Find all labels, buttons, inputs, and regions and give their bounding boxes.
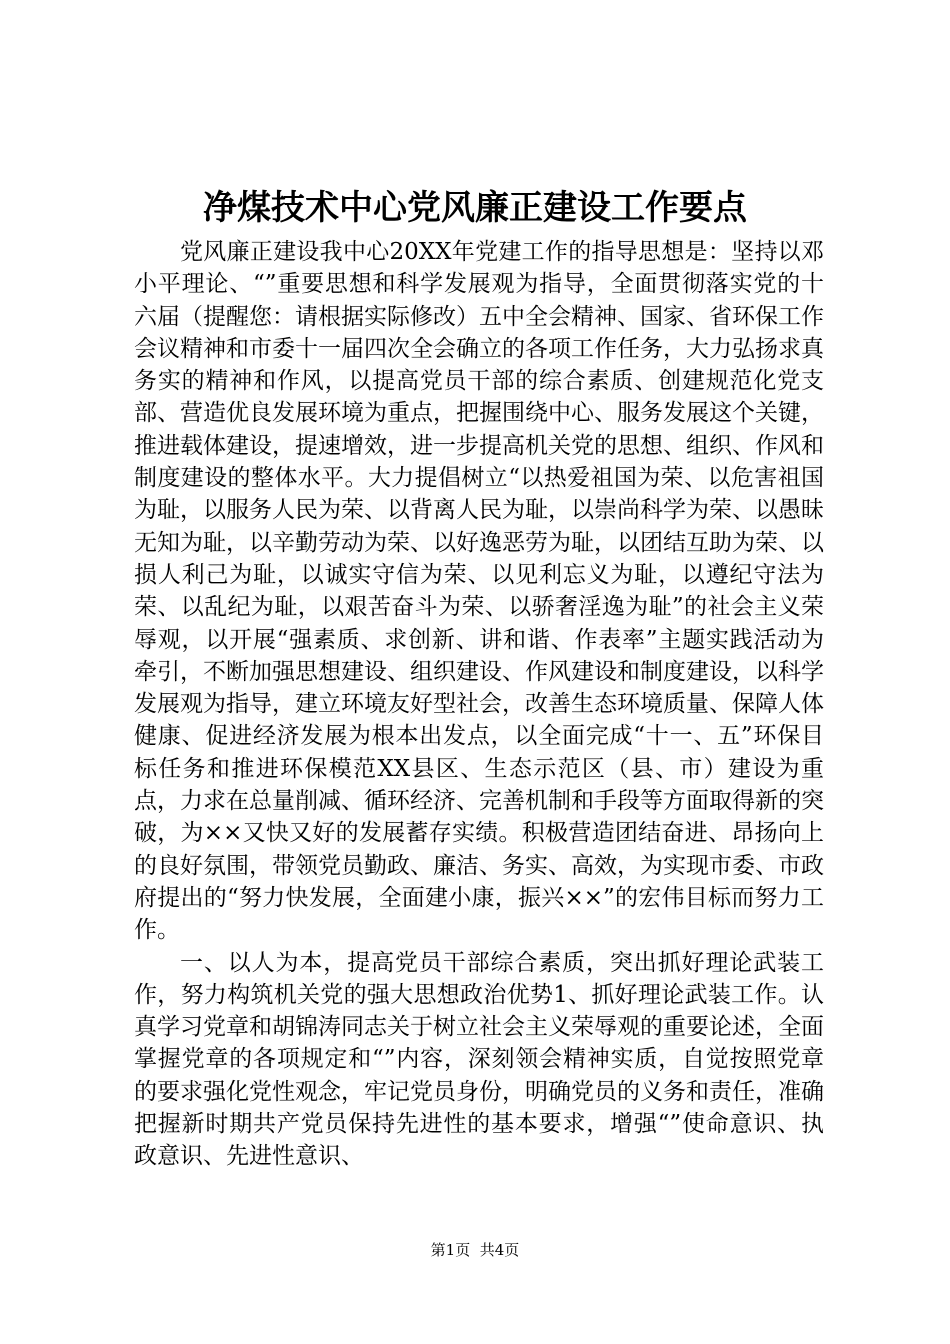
page-footer xyxy=(0,1240,950,1260)
page-total: 共4页 xyxy=(479,1241,520,1259)
body-paragraph: 党风廉正建设我中心20XX年党建工作的指导思想是：坚持以邓小平理论、“”重要思想和科学发展观为指导，全面贯彻落实党的十六届（提醒您：请根据实际修改）五中全会精神、国家、省环保工作会议精神和市委十一届四次全会确立的各项工作任务，大力弘扬求真务实的精神和作风，以提高党员干部的综合素质、创建规范化党支部、营造优良发展环境为重点，把握围绕中心、服务发展这个关键，推进载体建设，提速增效，进一步提高机关党的思想、组织、作风和制度建设的整体水平。大力提倡树立“以热爱祖国为荣、以危害祖国为耻，以服务人民为荣、以背离人民为耻，以崇尚科学为荣、以愚昧无知为耻，以辛勤劳动为荣、以好逸恶劳为耻，以团结互助为荣、以损人利己为耻，以诚实守信为荣、以见利忘义为耻，以遵纪守法为荣、以乱纪为耻，以艰苦奋斗为荣、以骄奢淫逸为耻”的社会主义荣辱观，以开展“强素质、求创新、讲和谐、作表率”主题实践活动为牵引，不断加强思想建设、组织建设、作风建设和制度建设，以科学发展观为指导，建立环境友好型社会，改善生态环境质量、保障人体健康、促进经济发展为根本出发点，以全面完成“十一、五”环保目标任务和推进环保模范XX县区、生态示范区（县、市）建设为重点，力求在总量削减、循环经济、完善机制和手段等方面取得新的突破，为××又快又好的发展蓄存实绩。积极营造团结奋进、昂扬向上的良好氛围，带领党员勤政、廉洁、务实、高效，为实现市委、市政府提出的“努力快发展，全面建小康，振兴××”的宏伟目标而努力工作。 xyxy=(134,239,824,944)
page-number: 第1页 xyxy=(430,1241,471,1259)
document-title: 净煤技术中心党风廉正建设工作要点 xyxy=(203,188,747,228)
body-paragraph: 一、以人为本，提高党员干部综合素质，突出抓好理论武装工作，努力构筑机关党的强大思想政治优势1、抓好理论武装工作。认真学习党章和胡锦涛同志关于树立社会主义荣辱观的重要论述，全面掌握党章的各项规定和“”内容，深刻领会精神实质，自觉按照党章的要求强化党性观念，牢记党员身份，明确党员的义务和责任，准确把握新时期共产党员保持先进性的基本要求，增强“”使命意识、执政意识、先进性意识、 xyxy=(134,949,824,1170)
document-body xyxy=(134,236,824,1173)
footer-separator xyxy=(470,1241,480,1259)
